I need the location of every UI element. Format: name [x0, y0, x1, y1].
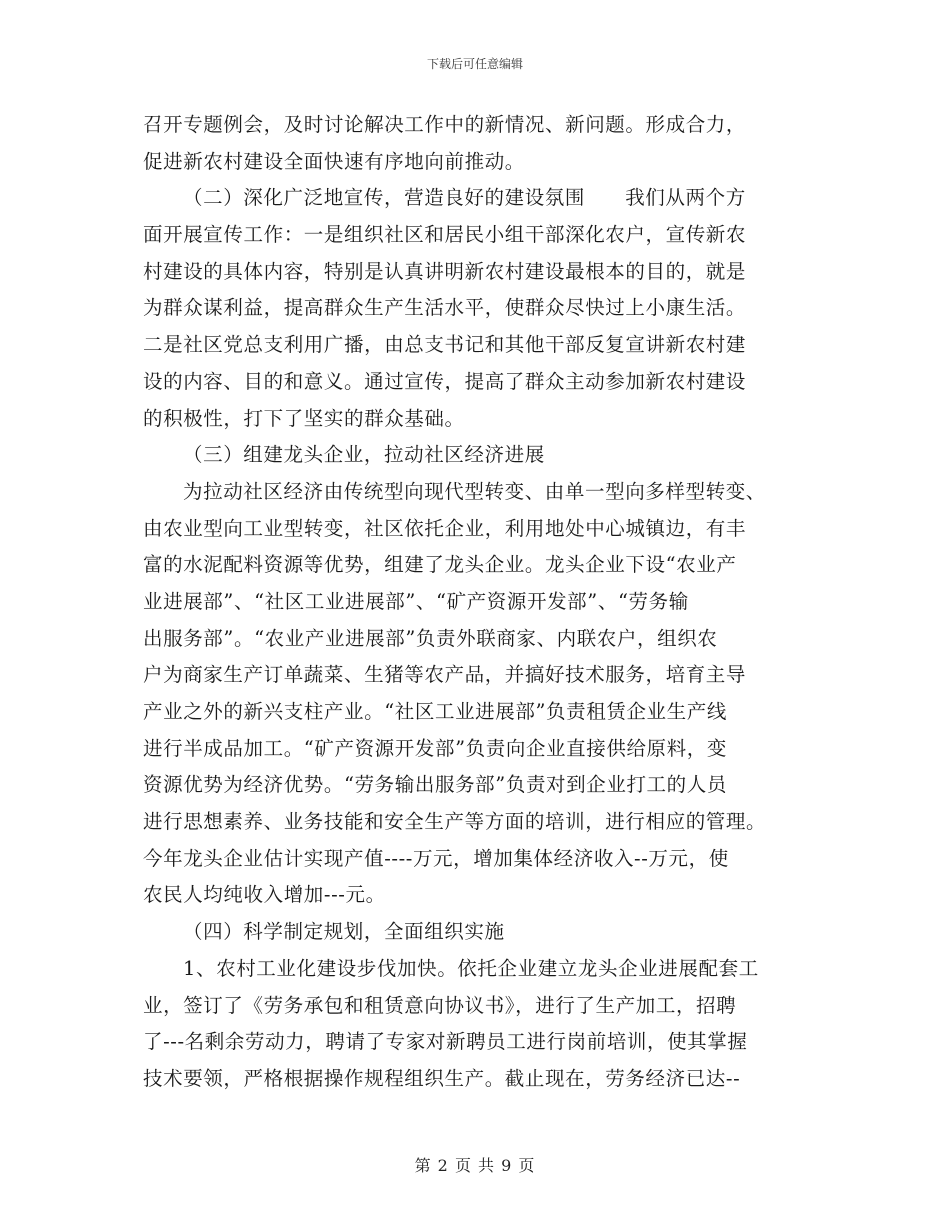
text-line: 业，签订了《劳务承包和租赁意向协议书》，进行了生产加工，招聘: [143, 993, 737, 1017]
text-line: 由农业型向工业型转变，社区依托企业，利用地处中心城镇边，有丰: [143, 516, 747, 540]
text-line: 户为商家生产订单蔬菜、生猪等农产品，并搞好技术服务，培育主导: [143, 663, 747, 687]
text-line: 为群众谋利益，提高群众生产生活水平，使群众尽快过上小康生活。: [143, 296, 747, 320]
text-line: 富的水泥配料资源等优势，组建了龙头企业。龙头企业下设“农业产: [143, 553, 737, 577]
text-line: 的积极性，打下了坚实的群众基础。: [143, 406, 465, 430]
text-line: 农民人均纯收入增加---元。: [143, 883, 386, 907]
text-line: 业进展部”、“社区工业进展部”、“矿产资源开发部”、“劳务输: [143, 589, 689, 613]
text-line: 出服务部”。“农业产业进展部”负责外联商家、内联农户，组织农: [143, 626, 718, 650]
text-line: 资源优势为经济优势。“劳务输出服务部”负责对到企业打工的人员: [143, 773, 727, 797]
text-line: 了---名剩余劳动力，聘请了专家对新聘员工进行岗前培训，使其掌握: [143, 1030, 748, 1054]
text-line: 今年龙头企业估计实现产值----万元，增加集体经济收入--万元，使: [143, 846, 729, 870]
text-line: 召开专题例会，及时讨论解决工作中的新情况、新问题。形成合力，: [143, 113, 747, 136]
text-line: 1、农村工业化建设步伐加快。依托企业建立龙头企业进展配套工: [183, 956, 759, 980]
text-line: 技术要领，严格根据操作规程组织生产。截止现在，劳务经济已达--: [143, 1066, 741, 1090]
section-heading-4: （四）科学制定规划，全面组织实施: [183, 920, 505, 944]
text-line: 促进新农村建设全面快速有序地向前推动。: [143, 149, 525, 173]
section-heading-2: （二）深化广泛地宣传，营造良好的建设氛围 我们从两个方: [183, 186, 746, 210]
page-header-note: 下载后可任意编辑: [426, 57, 523, 71]
text-line: 进行思想素养、业务技能和安全生产等方面的培训，进行相应的管理。: [143, 810, 767, 834]
text-line: 设的内容、目的和意义。通过宣传，提高了群众主动参加新农村建设: [143, 369, 747, 393]
text-line: 进行半成品加工。“矿产资源开发部”负责向企业直接供给原料，变: [143, 736, 727, 760]
page-number-footer: 第 2 页 共 9 页: [414, 1156, 536, 1175]
section-heading-3: （三）组建龙头企业，拉动社区经济进展: [183, 443, 545, 467]
document-body: [143, 107, 813, 1098]
text-line: 面开展宣传工作：一是组织社区和居民小组干部深化农户，宣传新农: [143, 223, 747, 247]
text-line: 村建设的具体内容，特别是认真讲明新农村建设最根本的目的，就是: [143, 259, 747, 283]
text-line: 为拉动社区经济由传统型向现代型转变、由单一型向多样型转变、: [183, 479, 766, 503]
text-line: 产业之外的新兴支柱产业。“社区工业进展部”负责租赁企业生产线: [143, 700, 727, 723]
text-line: 二是社区党总支利用广播，由总支书记和其他干部反复宣讲新农村建: [143, 333, 747, 357]
